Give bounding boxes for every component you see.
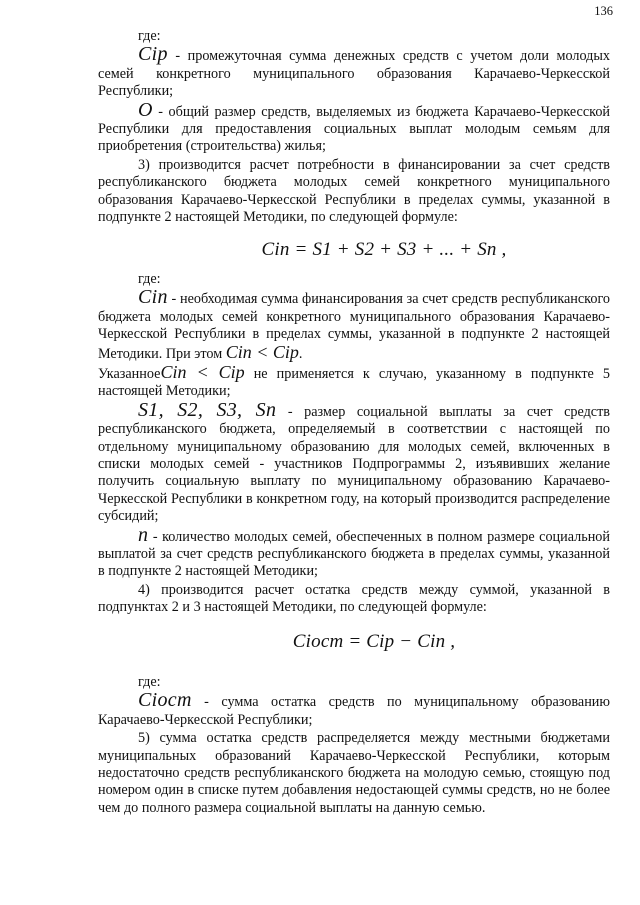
symbol-s: S1, S2, S3, Sn bbox=[138, 398, 277, 421]
definition-ciost bbox=[98, 689, 610, 729]
definition-o-text: - общий размер средств, выделяемых из бюджета Карачаево-Черкесской Республики для предоставления социальных выплат молодым семьям для приобретения (строительства) жилья; bbox=[98, 103, 611, 155]
definition-cip-text: - промежуточная сумма денежных средств с учетом доли молодых семей конкретного муниципального образования Карачаево-Черкесской Республики; bbox=[98, 48, 610, 100]
definition-n bbox=[98, 523, 610, 581]
where-label-2: где: bbox=[138, 270, 161, 287]
where-label-1: где: bbox=[138, 28, 161, 44]
definition-cin-note-text: не применяется к случаю, указанному в подпункте 5 настоящей Методики; bbox=[98, 365, 610, 400]
paragraph-3: 3) производится расчет потребности в финансировании за счет средств республиканского бюджета молодых семей конкретного муниципального образования Карачаево-Черкесской Республики в пределах суммы, указанной в подпункте 2 настоящей Методики, по следующей формуле: bbox=[98, 156, 610, 226]
definition-cip bbox=[98, 43, 610, 100]
definition-cin: Cin - необходимая сумма финансирования за счет средств республиканского бюджета молодых семей конкретного муниципального образования Карачаево-Черкесской Республики в пределах суммы, указанной в подпункте 2 настоящей Методики. При этом Cin < Cip. bbox=[98, 286, 611, 362]
paragraph-4: 4) производится расчет остатка средств между суммой, указанной в подпунктах 2 и 3 настоящей Методики, по следующей формуле: bbox=[98, 581, 610, 616]
symbol-n: n bbox=[138, 523, 149, 546]
definition-s bbox=[98, 398, 610, 526]
definition-o bbox=[98, 98, 611, 156]
symbol-ciost: Ciост bbox=[138, 689, 192, 712]
condition-cin-lt-cip-2: Cin < Cip bbox=[160, 361, 245, 382]
formula-ciost: Ciост = Cip − Cin , bbox=[292, 630, 456, 652]
definition-s-text: - размер социальной выплаты за счет средств республиканского бюджета, определяемый в соответствии с настоящей по отдельному муниципальному образованию для молодых семей, включенных в списки молодых семей - участников Подпрограммы 2, изъявивших желание получить социальную выплату по муниципальному образованию Карачаево-Черкесской Республики в конкретном году, на который производится распределение субсидий; bbox=[98, 403, 610, 525]
paragraph-5: 5) сумма остатка средств распределяется между местными бюджетами муниципальных образований Карачаево-Черкесской Республики, которым недостаточно средств республиканского бюджета на молодую семью, стоящую под номером один в списке путем добавления недостающей суммы средств, но не более чем до полного размера социальной выплаты на данную семью. bbox=[98, 730, 610, 816]
definition-n-text: - количество молодых семей, обеспеченных в полном размере социальной выплатой за счет средств республиканского бюджета в пределах суммы, указанной в подпункте 2 настоящей Методики; bbox=[98, 528, 610, 580]
definition-cin-text: - необходимая сумма финансирования за счет средств республиканского бюджета молодых семей конкретного муниципального образования Карачаево-Черкесской Республики в пределах суммы, указанной в подпункте 2 настоящей Методики. При этом bbox=[98, 291, 611, 362]
symbol-cip: Cip bbox=[138, 43, 168, 66]
document-body bbox=[98, 28, 610, 817]
where-label-3: где: bbox=[138, 674, 161, 690]
condition-cin-lt-cip: Cin < Cip bbox=[225, 341, 299, 362]
symbol-cin: Cin bbox=[138, 286, 168, 309]
formula-cin: Cin = S1 + S2 + S3 + ... + Sn , bbox=[261, 239, 507, 261]
definition-cin-note-prefix: Указанное bbox=[98, 365, 161, 382]
definition-ciost-text: - сумма остатка средств по муниципальному образованию Карачаево-Черкесской Республики; bbox=[98, 694, 610, 728]
page-number: 136 bbox=[594, 4, 613, 18]
definition-cin-note bbox=[98, 361, 610, 401]
symbol-o: O bbox=[138, 98, 153, 121]
